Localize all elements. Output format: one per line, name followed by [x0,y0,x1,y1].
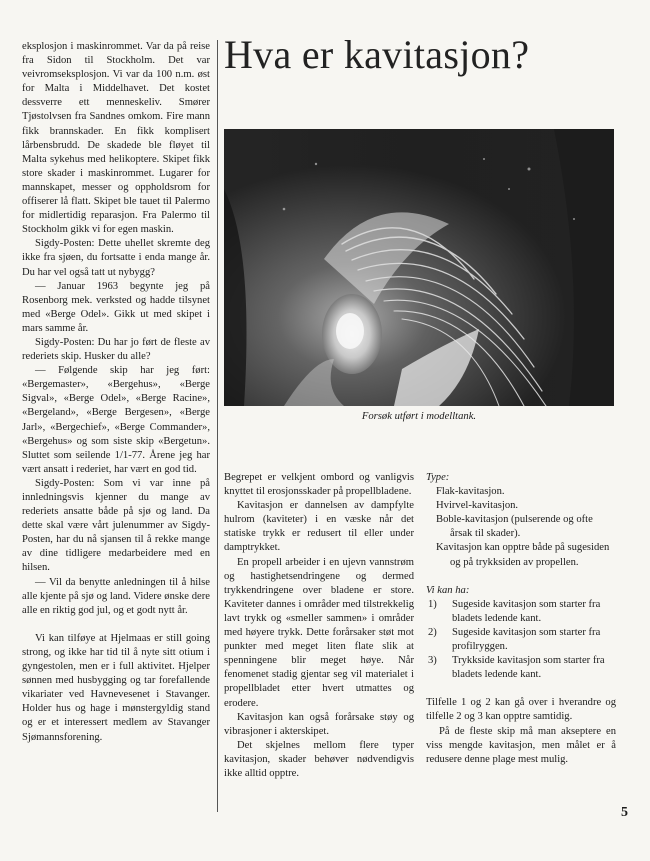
case-text: Trykkside kavitasjon som starter fra bladets ledende kant. [452,655,605,681]
propeller-cavitation-image [224,129,614,406]
paragraph: — Januar 1963 begynte jeg på Rosenborg mek. verksted og hadde tilsynet med «Berge Odel». Gikk ut med skipet i mars samme år. [22,280,210,334]
list-item: Boble-kavitasjon (pulserende og ofte årsak til skader). [436,514,593,540]
case-text: Sugeside kavitasjon som starter fra bladets ledende kant. [452,598,601,624]
paragraph: På de fleste skip må man akseptere en viss mengde kavitasjon, men målet er å redusere denne plage mest mulig. [426,725,616,765]
paragraph: eksplosjon i maskinrommet. Var da på reise fra Sidon til Stockholm. Det var veivromseksplosjon. Vi var da 100 n.m. øst for Malta i Middelhavet. Det kostet dessverre ett menneskeliv. Smører Tjøstolvsen fra Sandnes omkom. Fire mann fikk brannskader. En fikk komplisert lårbensbrudd. De skadede ble fløyet til Malta sykehus med helikoptere. Skipet fikk store skader i maskinrommet. Lugarer for mannskapet, messer og oppholdsrom for offiserer lå flatt. Skipet ble tauet til Palermo for midlertidig reparasjon. Fra Palermo til Stockholm gikk vi for egen maskin. [22,41,210,236]
paragraph: Begrepet er velkjent ombord og vanligvis knyttet til erosjonsskader på propellbladene. [224,472,414,498]
page-number: 5 [621,805,628,820]
paragraph: Sigdy-Posten: Dette uhellet skremte deg ikke fra sjøen, du fortsatte i enda mange år. Du har vel også tatt ut nybygg? [22,238,210,278]
paragraph: Tilfelle 1 og 2 kan gå over i hverandre og tilfelle 2 og 3 kan opptre samtidig. [426,697,616,723]
cases-list [426,598,616,683]
case-text: Sugeside kavitasjon som starter fra profilryggen. [452,626,601,653]
list-item [426,598,616,626]
types-list [426,485,616,570]
cavitation-photo [224,129,614,406]
paragraph: Sigdy-Posten: Som vi var inne på innledningsvis kjenner du mange av rederiets ansatte både på sjø og land. Da dette skal være vårt julenummer av Sigdy-Posten, har du nå sjansen til å rekke mange av dine tidligere medarbeidere med en hilsen. [22,477,210,574]
cases-heading: Vi kan ha: [426,584,470,596]
paragraph: Vi kan tilføye at Hjelmaas er still going strong, og ikke har tid til å nyte sitt otium i gyngestolen, men er i full aktivitet. Hjelper sønnen med husbygging og tar forefallende vikariater ved Havnevesenet i Stavanger. Holder hus og hage i mønstergyldig stand og er et interessert medlem av Stavanger Sjømannsforening. [22,632,210,743]
list-item [426,626,616,654]
column-divider [217,40,218,812]
paragraph: Kavitasjon kan også forårsake støy og vibrasjoner i akterskipet. [224,711,414,737]
paragraph: Kavitasjon er dannelsen av dampfylte hulrom (kaviteter) i en væske når det statiske trykk er redusert til eller under damptrykket. [224,500,414,554]
list-item [426,654,616,682]
case-number: 3) [428,655,437,667]
list-item: Flak-kavitasjon. [436,486,505,498]
list-item: Hvirvel-kavitasjon. [436,500,519,512]
photo-caption: Forsøk utført i modelltank. [361,411,477,422]
paragraph: Det skjelnes mellom flere typer kavitasjon, skader behøver nødvendigvis ikke alltid opptre. [224,739,414,779]
paragraph: — Følgende skip har jeg ført: «Bergemaster», «Bergehus», «Berge Sigval», «Berge Odel», «Berge Racine», «Bergeland», «Berge Bergesen», «Berge Jarl», «Bergechief», «Berge Commander», «Bergehus» og som siste skip «Bergetun». Sluttet som seilende 1/1-77. Årene jeg har vært ansatt i rederiet, har vært en god tid. [22,365,210,475]
middle-column [224,471,414,781]
paragraph: Sigdy-Posten: Du har jo ført de fleste av rederiets skip. Husker du alle? [22,336,210,363]
paragraph: En propell arbeider i en ujevn vannstrøm og hastighetsendringene og dermed trykkendringene over bladene er store. Kaviteter dannes i områder med tilstrekkelig lavt trykk og «smeller sammen» i områder med høyere trykk. Dette forårsaker støt mot punkter med meget liten flate slik at spenningene blir meget høye. Når fenomenet stadig gjentar seg vil materialet i propellbladet etter hvert utmattes og erodere. [224,556,414,709]
right-column [426,471,616,767]
paragraph: — Vil da benytte anledningen til å hilse alle kjente på sjø og land. Videre ønske dere alle en riktig god jul, og et godt nytt år. [22,576,210,616]
case-number: 1) [428,598,437,610]
types-heading: Type: [426,472,450,483]
case-number: 2) [428,626,437,638]
article-title: Hva er kavitasjon? [224,32,530,77]
left-column [22,40,210,745]
list-item: Kavitasjon kan opptre både på sugesiden og på trykksiden av propellen. [436,542,610,568]
